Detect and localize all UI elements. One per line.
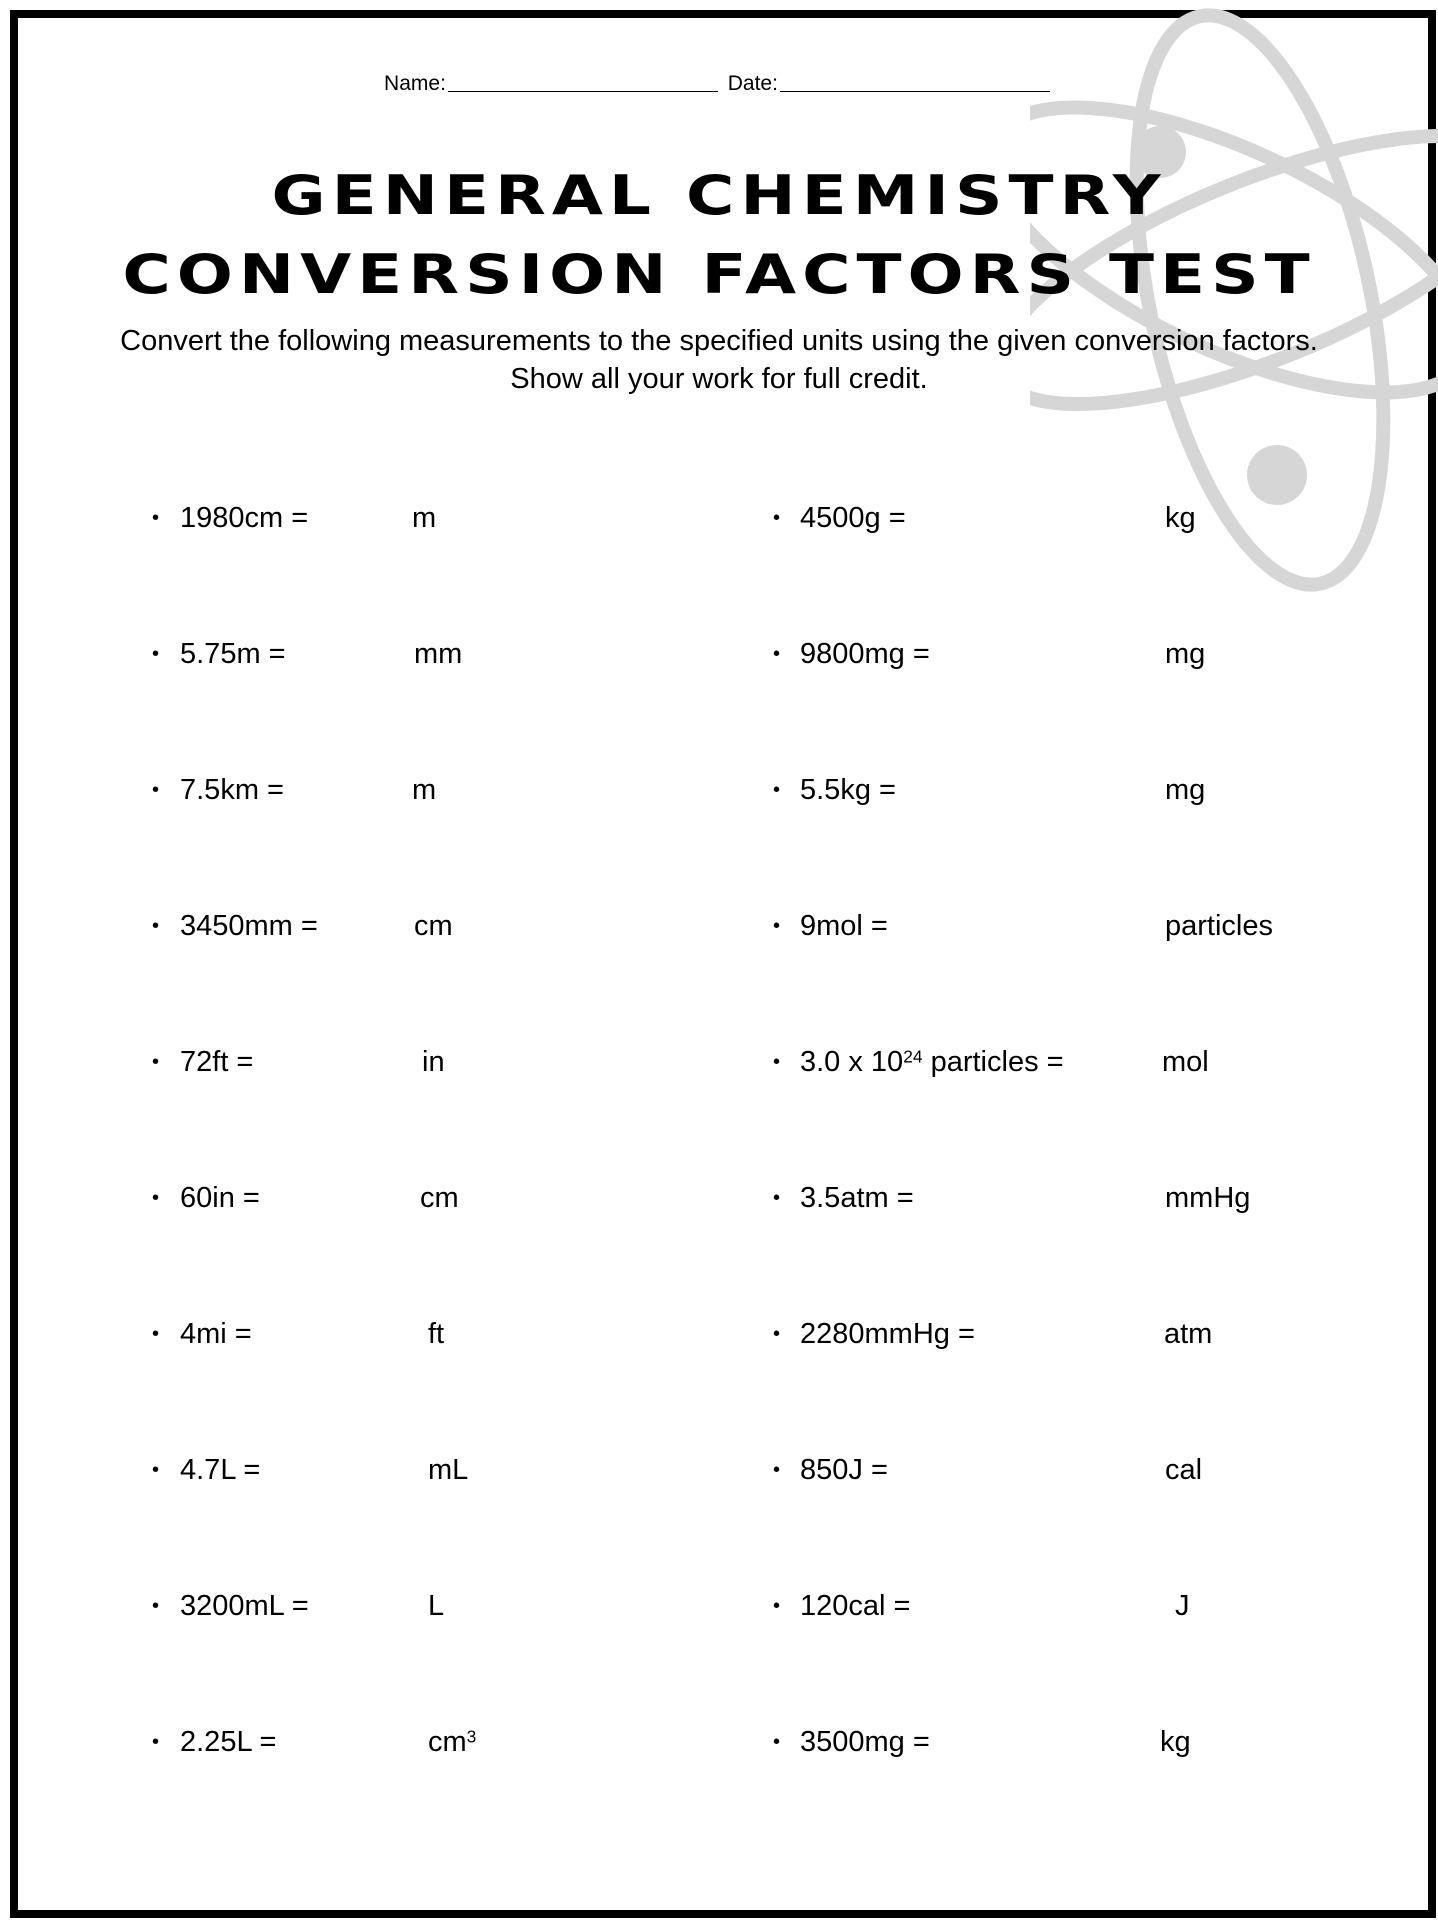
page-title-line-2: CONVERSION FACTORS TEST bbox=[122, 243, 1316, 307]
bullet-icon: • bbox=[773, 1459, 781, 1481]
target-unit: L bbox=[428, 1590, 445, 1622]
target-unit: $cm^3$ bbox=[428, 1726, 477, 1758]
question-text: 1980cm = bbox=[180, 502, 309, 534]
bullet-icon: • bbox=[773, 643, 781, 665]
date-label: Date: bbox=[727, 72, 778, 95]
bullet-icon: • bbox=[773, 1731, 781, 1753]
target-unit: cm bbox=[414, 910, 453, 942]
question-text: 60in = bbox=[180, 1182, 260, 1214]
bullet-icon: • bbox=[773, 915, 781, 937]
target-unit: cal bbox=[1165, 1454, 1203, 1486]
bullet-icon: • bbox=[773, 1187, 781, 1209]
target-unit: particles bbox=[1165, 910, 1273, 942]
name-date-line bbox=[0, 72, 1438, 96]
bullet-icon: • bbox=[152, 1459, 160, 1481]
bullet-icon: • bbox=[773, 1051, 781, 1073]
bullet-icon: • bbox=[152, 915, 160, 937]
bullet-icon: • bbox=[152, 779, 160, 801]
target-unit: atm bbox=[1164, 1318, 1213, 1350]
question-text: 3.5atm = bbox=[800, 1182, 914, 1214]
target-unit: J bbox=[1175, 1590, 1190, 1622]
instructions-line-1: Convert the following measurements to the specified units using the given conversion factors. bbox=[120, 325, 1318, 357]
target-unit: mmHg bbox=[1165, 1182, 1251, 1214]
bullet-icon: • bbox=[152, 1595, 160, 1617]
question-text: 4.7L = bbox=[180, 1454, 261, 1486]
bullet-icon: • bbox=[773, 507, 781, 529]
target-unit: m bbox=[412, 502, 437, 534]
question-text: 5.75m = bbox=[180, 638, 286, 670]
question-text: 3500mg = bbox=[800, 1726, 930, 1758]
question-text: 72ft = bbox=[180, 1046, 254, 1078]
question-text: 5.5kg = bbox=[800, 774, 896, 806]
bullet-icon: • bbox=[152, 1187, 160, 1209]
question-text: 2280mmHg = bbox=[800, 1318, 975, 1350]
question-text: 3450mm = bbox=[180, 910, 318, 942]
target-unit: cm bbox=[420, 1182, 459, 1214]
target-unit: m bbox=[412, 774, 437, 806]
question-text: 3.0 x $10^{24}$ particles = bbox=[800, 1046, 1064, 1078]
instructions bbox=[0, 322, 1438, 398]
question-text: 9800mg = bbox=[800, 638, 930, 670]
bullet-icon: • bbox=[152, 1731, 160, 1753]
question-text: 2.25L = bbox=[180, 1726, 277, 1758]
question-text: 3200mL = bbox=[180, 1590, 309, 1622]
target-unit: ft bbox=[428, 1318, 445, 1350]
target-unit: mg bbox=[1165, 774, 1206, 806]
target-unit: kg bbox=[1165, 502, 1196, 534]
bullet-icon: • bbox=[773, 1323, 781, 1345]
date-field[interactable] bbox=[780, 91, 1050, 92]
instructions-line-2: Show all your work for full credit. bbox=[510, 363, 928, 395]
page-title-line-1: GENERAL CHEMISTRY bbox=[271, 164, 1167, 228]
question-text: 850J = bbox=[800, 1454, 888, 1486]
name-field[interactable] bbox=[448, 91, 718, 92]
name-label: Name: bbox=[384, 72, 446, 95]
target-unit: mm bbox=[414, 638, 463, 670]
target-unit: kg bbox=[1160, 1726, 1191, 1758]
target-unit: mg bbox=[1165, 638, 1206, 670]
bullet-icon: • bbox=[773, 1595, 781, 1617]
question-text: 4500g = bbox=[800, 502, 906, 534]
question-text: 9mol = bbox=[800, 910, 888, 942]
bullet-icon: • bbox=[152, 1323, 160, 1345]
question-text: 4mi = bbox=[180, 1318, 252, 1350]
question-text: 120cal = bbox=[800, 1590, 911, 1622]
target-unit: mL bbox=[428, 1454, 469, 1486]
bullet-icon: • bbox=[152, 1051, 160, 1073]
bullet-icon: • bbox=[152, 643, 160, 665]
bullet-icon: • bbox=[152, 507, 160, 529]
target-unit: in bbox=[422, 1046, 445, 1078]
target-unit: mol bbox=[1162, 1046, 1209, 1078]
bullet-icon: • bbox=[773, 779, 781, 801]
question-text: 7.5km = bbox=[180, 774, 284, 806]
